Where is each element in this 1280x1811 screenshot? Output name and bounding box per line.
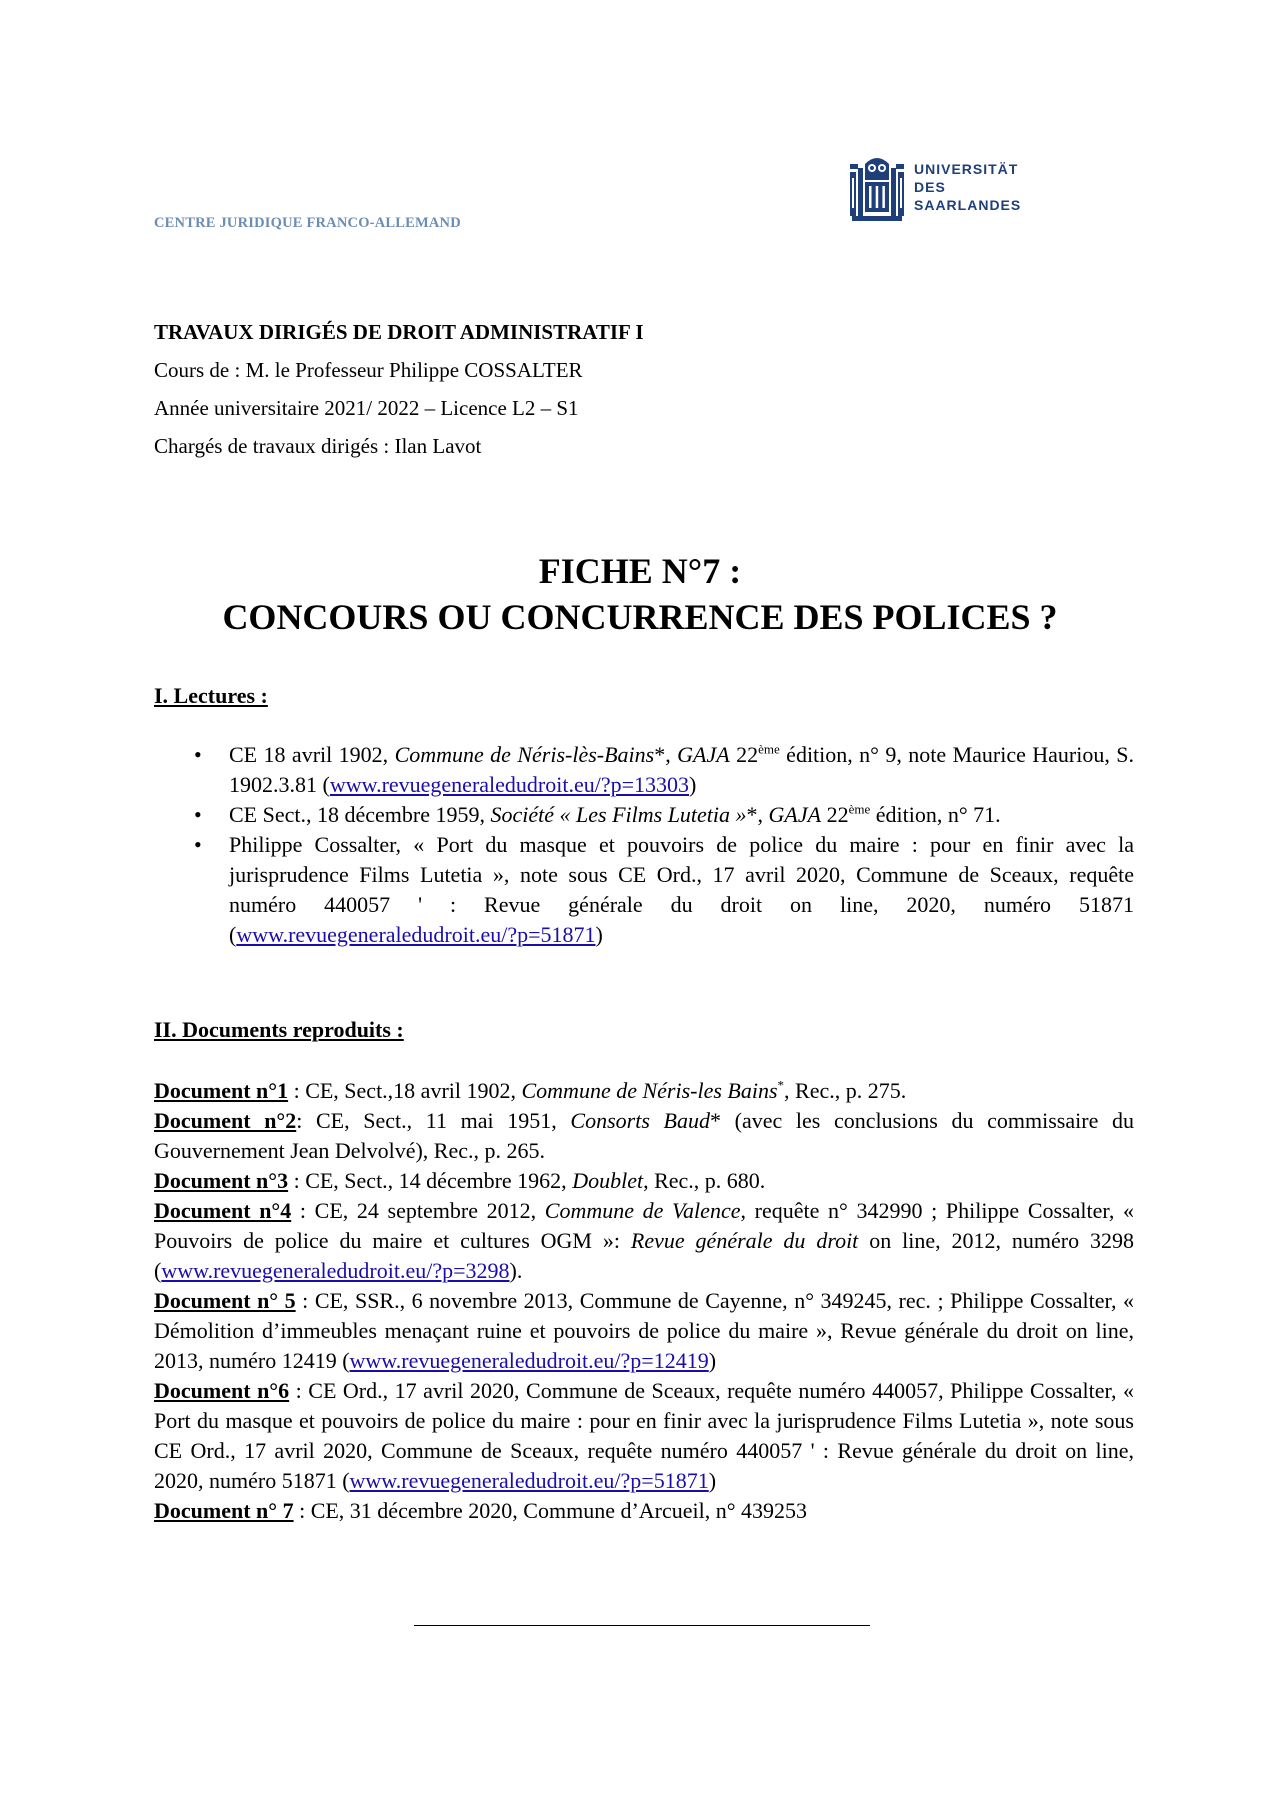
case-name: Consorts Baud (570, 1108, 710, 1133)
case-name: Commune de Néris-lès-Bains (394, 742, 655, 767)
doc-text: ) (708, 1468, 717, 1493)
item-text: CE 18 avril 1902, (229, 742, 395, 767)
item-text: 22 (821, 802, 849, 827)
item-text: ) (595, 922, 603, 947)
document-label: Document n° 5 (154, 1288, 296, 1313)
doc-text: , Rec., p. 680. (643, 1168, 766, 1193)
doc-text: ). (509, 1258, 523, 1283)
university-logo (848, 150, 1021, 224)
item-text: *, (746, 802, 769, 827)
superscript: ème (848, 801, 871, 817)
doc-text: : CE, 31 décembre 2020, Commune d’Arcueil, n° 439253 (293, 1498, 808, 1523)
doc-text: on line, 2012, numéro 3298 ( (154, 1228, 1134, 1283)
rgd-link[interactable]: www.revuegeneraledudroit.eu/?p=3298 (161, 1258, 510, 1283)
academic-year: Année universitaire 2021/ 2022 – Licence L2 – S1 (154, 396, 579, 420)
document-entry (154, 1496, 1134, 1526)
bullet-icon: • (194, 742, 202, 767)
doc-text: : CE Ord., 17 avril 2020, Commune de Sceaux, requête numéro 440057, Philippe Cossalter, « Port du masque et pouvoirs de police du maire : pour en finir avec la jurisprudence Films Lutetia », note sous CE Ord., 17 avril 2020, Commune de Sceaux, requête numéro 440057 ' : Revue générale du droit on line, 2020, numéro 51871 ( (154, 1378, 1134, 1493)
documents-heading: II. Documents reproduits : (154, 1017, 404, 1042)
gaja-ref: GAJA (768, 802, 822, 827)
rgd-link[interactable]: www.revuegeneraledudroit.eu/?p=13303 (329, 772, 690, 797)
case-name: Commune de Valence (544, 1198, 741, 1223)
item-text: 22 (729, 742, 759, 767)
logo-line-2: DES (914, 179, 946, 195)
doc-text: , requête n° 342990 ; Philippe Cossalter, « Pouvoirs de police du maire et cultures OGM »: (154, 1198, 1134, 1253)
document-entry (154, 1196, 1134, 1286)
tutors: Chargés de travaux dirigés : Ilan Lavot (154, 434, 482, 458)
doc-text: : CE, 24 septembre 2012, (291, 1198, 545, 1223)
owl-emblem-icon (848, 150, 906, 224)
course-header (154, 318, 644, 470)
centre-juridique-label: CENTRE JURIDIQUE FRANCO-ALLEMAND (154, 215, 461, 231)
university-name (914, 160, 1021, 214)
course-title: TRAVAUX DIRIGÉS DE DROIT ADMINISTRATIF I (154, 320, 644, 344)
list-item (154, 800, 1134, 830)
case-name: Doublet (572, 1168, 644, 1193)
doc-text: : CE, Sect., 11 mai 1951, (296, 1108, 571, 1133)
fiche-title (0, 548, 1280, 640)
item-text: CE Sect., 18 décembre 1959, (229, 802, 491, 827)
lectures-heading: I. Lectures : (154, 683, 268, 708)
fiche-subject: CONCOURS OU CONCURRENCE DES POLICES ? (222, 597, 1058, 637)
doc-text: : CE, SSR., 6 novembre 2013, Commune de Cayenne, n° 349245, rec. ; Philippe Cossalter, « Démolition d’immeubles menaçant ruine et pouvoirs de police du maire », Revue générale du droit on line, 2013, numéro 12419 ( (154, 1288, 1134, 1373)
list-item (154, 830, 1134, 950)
item-text: *, (654, 742, 678, 767)
course-professor: Cours de : M. le Professeur Philippe COSSALTER (154, 358, 583, 382)
document-label: Document n°2 (154, 1108, 297, 1133)
rgd-link[interactable]: www.revuegeneraledudroit.eu/?p=51871 (349, 1468, 709, 1493)
item-text: édition, n° 9, note Maurice Hauriou, S. 1902.3.81 ( (229, 742, 1135, 797)
document-entry (154, 1286, 1134, 1376)
document-label: Document n°4 (154, 1198, 292, 1223)
superscript: ème (758, 741, 780, 757)
bullet-icon: • (194, 802, 202, 827)
rgd-link[interactable]: www.revuegeneraledudroit.eu/?p=12419 (349, 1348, 709, 1373)
separator-line (414, 1625, 870, 1626)
fiche-number: FICHE N°7 : (538, 551, 742, 591)
item-text: Philippe Cossalter, « Port du masque et pouvoirs de police du maire : pour en finir avec la jurisprudence Films Lutetia », note sous CE Ord., 17 avril 2020, Commune de Sceaux, requête numéro 440057 ' : Revue générale du droit on line, 2020, numéro 51871 ( (229, 832, 1134, 947)
doc-text: : CE, Sect.,18 avril 1902, (288, 1078, 522, 1103)
documents-list (154, 1076, 1134, 1526)
document-entry (154, 1106, 1134, 1166)
document-entry (154, 1376, 1134, 1496)
logo-line-3: SAARLANDES (914, 197, 1022, 213)
item-text: ) (689, 772, 697, 797)
bullet-icon: • (194, 832, 202, 857)
list-item (154, 740, 1134, 800)
case-name: Société « Les Films Lutetia » (490, 802, 747, 827)
document-label: Document n°3 (154, 1168, 289, 1193)
doc-text: * (avec les conclusions du commissaire du Gouvernement Jean Delvolvé), Rec., p. 265. (154, 1108, 1134, 1163)
doc-text: ) (708, 1348, 717, 1373)
document-entry (154, 1076, 1134, 1106)
doc-text: , Rec., p. 275. (784, 1078, 907, 1103)
case-name: Commune de Néris-les Bains (521, 1078, 778, 1103)
logo-line-1: UNIVERSITÄT (914, 161, 1019, 177)
doc-text: : CE, Sect., 14 décembre 1962, (288, 1168, 573, 1193)
gaja-ref: GAJA (677, 742, 730, 767)
item-text: édition, n° 71. (870, 802, 1001, 827)
lectures-list (154, 740, 1134, 950)
document-label: Document n°6 (154, 1378, 290, 1403)
document-entry (154, 1166, 1134, 1196)
journal-name: Revue générale du droit (630, 1228, 859, 1253)
superscript: * (777, 1077, 785, 1093)
rgd-link[interactable]: www.revuegeneraledudroit.eu/?p=51871 (236, 922, 596, 947)
document-label: Document n° 7 (154, 1498, 294, 1523)
document-label: Document n°1 (154, 1078, 289, 1103)
